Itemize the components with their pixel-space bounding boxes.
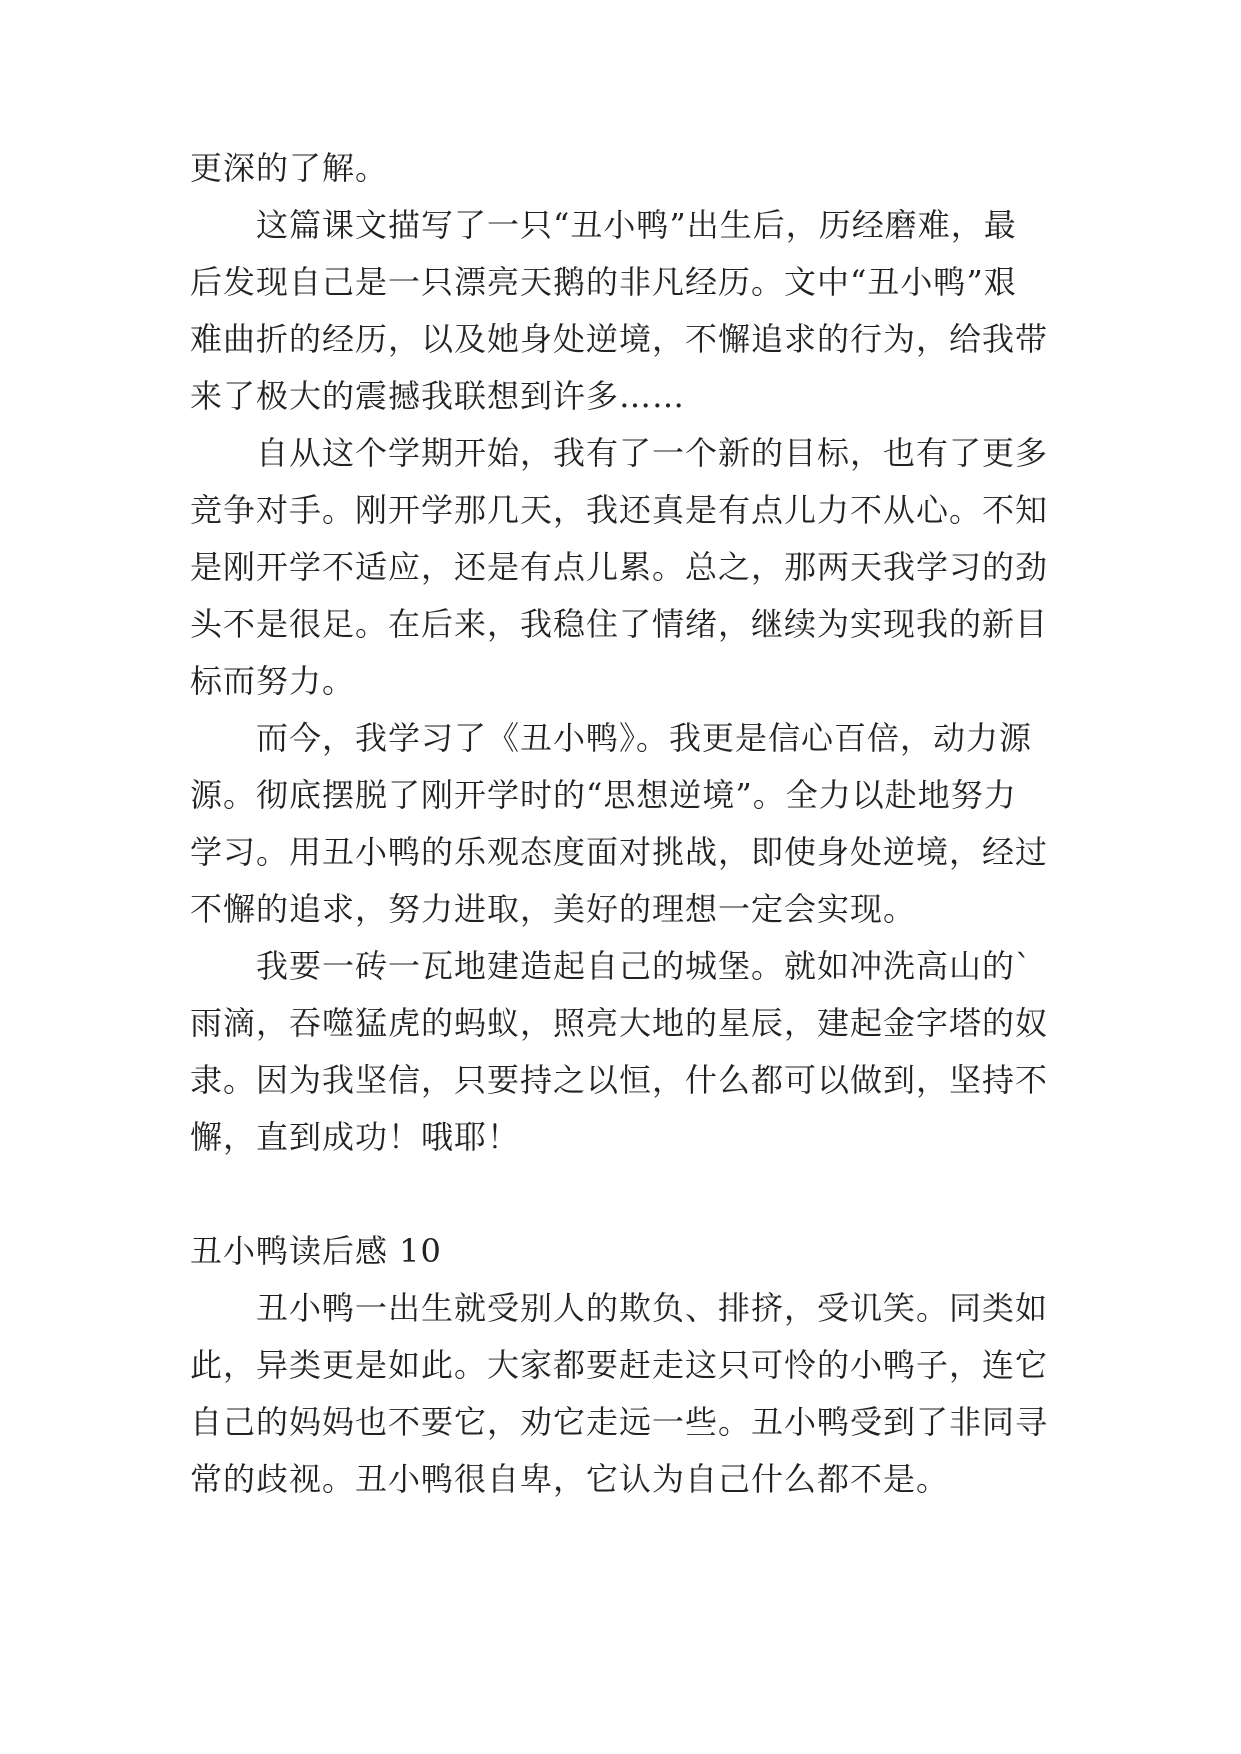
text-line: 后发现自己是一只漂亮天鹅的非凡经历。文中“丑小鸭”艰 [190, 263, 1017, 301]
text-line: 此，异类更是如此。大家都要赶走这只可怜的小鸭子，连它 [190, 1346, 1049, 1384]
text-line: 常的歧视。丑小鸭很自卑，它认为自己什么都不是。 [190, 1460, 950, 1498]
text-line: 雨滴，吞噬猛虎的蚂蚁，照亮大地的星辰，建起金字塔的奴 [190, 1004, 1049, 1042]
text-line: 懈，直到成功！哦耶！ [190, 1118, 521, 1156]
text-line: 更深的了解。 [190, 149, 389, 187]
text-line: 是刚开学不适应，还是有点儿累。总之，那两天我学习的劲 [190, 548, 1049, 586]
paragraph-first-line: 而今，我学习了《丑小鸭》。我更是信心百倍，动力源 [256, 719, 1033, 757]
text-line: 自己的妈妈也不要它，劝它走远一些。丑小鸭受到了非同寻 [190, 1403, 1049, 1441]
text-line: 难曲折的经历，以及她身处逆境，不懈追求的行为，给我带 [190, 320, 1049, 358]
text-line: 学习。用丑小鸭的乐观态度面对挑战，即使身处逆境，经过 [190, 833, 1049, 871]
text-line: 标而努力。 [190, 662, 356, 700]
paragraph-first-line: 这篇课文描写了一只“丑小鸭”出生后，历经磨难，最 [256, 206, 1017, 244]
text-line: 头不是很足。在后来，我稳住了情绪，继续为实现我的新目 [190, 605, 1049, 643]
text-line: 源。彻底摆脱了刚开学时的“思想逆境”。全力以赴地努力 [190, 776, 1017, 814]
text-line: 隶。因为我坚信，只要持之以恒，什么都可以做到，坚持不 [190, 1061, 1049, 1099]
text-line: 竞争对手。刚开学那几天，我还真是有点儿力不从心。不知 [190, 491, 1049, 529]
section-heading: 丑小鸭读后感 10 [190, 1232, 442, 1270]
paragraph-first-line: 丑小鸭一出生就受别人的欺负、排挤，受讥笑。同类如 [256, 1289, 1049, 1327]
paragraph-first-line: 我要一砖一瓦地建造起自己的城堡。就如冲洗高山的` [256, 947, 1033, 985]
paragraph-first-line: 自从这个学期开始，我有了一个新的目标，也有了更多 [256, 434, 1049, 472]
text-line: 不懈的追求，努力进取，美好的理想一定会实现。 [190, 890, 917, 928]
text-line: 来了极大的震撼我联想到许多…… [190, 377, 686, 415]
